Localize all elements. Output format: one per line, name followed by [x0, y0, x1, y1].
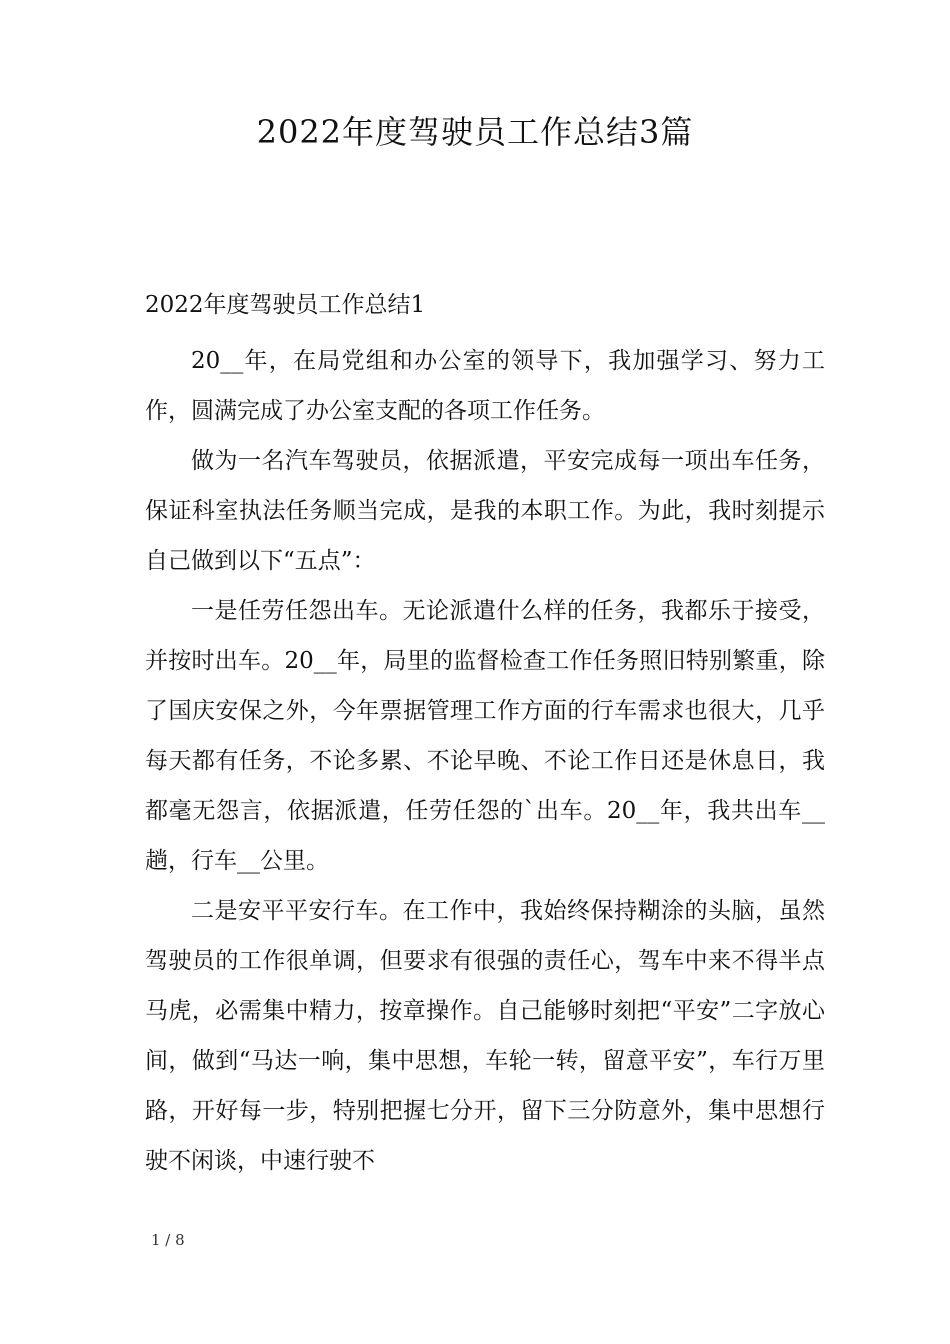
section-heading: 2022年度驾驶员工作总结1	[145, 292, 426, 318]
document-body	[145, 336, 825, 1186]
paragraph: 二是安平平安行车。在工作中，我始终保持糊涂的头脑，虽然驾驶员的工作很单调，但要求有很强的责任心，驾车中来不得半点马虎，必需集中精力，按章操作。自己能够时刻把“平安”二字放心间，做到“马达一响，集中思想，车轮一转，留意平安”，车行万里路，开好每一步，特别把握七分开，留下三分防意外，集中思想行驶不闲谈，中速行驶不	[145, 898, 825, 1174]
paragraph: 做为一名汽车驾驶员，依据派遣，平安完成每一项出车任务，保证科室执法任务顺当完成，是我的本职工作。为此，我时刻提示自己做到以下“五点”：	[145, 448, 825, 574]
document-title: 2022年度驾驶员工作总结3篇	[256, 113, 694, 151]
paragraph: 20__年，在局党组和办公室的领导下，我加强学习、努力工作，圆满完成了办公室支配的各项工作任务。	[145, 348, 825, 424]
page-number: 1 / 8	[151, 1231, 185, 1249]
paragraph: 一是任劳任怨出车。无论派遣什么样的任务，我都乐于接受，并按时出车。20__年，局里的监督检查工作任务照旧特别繁重，除了国庆安保之外，今年票据管理工作方面的行车需求也很大，几乎每天都有任务，不论多累、不论早晚、不论工作日还是休息日，我都毫无怨言，依据派遣，任劳任怨的`出车。20__年，我共出车__趟，行车__公里。	[145, 598, 825, 874]
